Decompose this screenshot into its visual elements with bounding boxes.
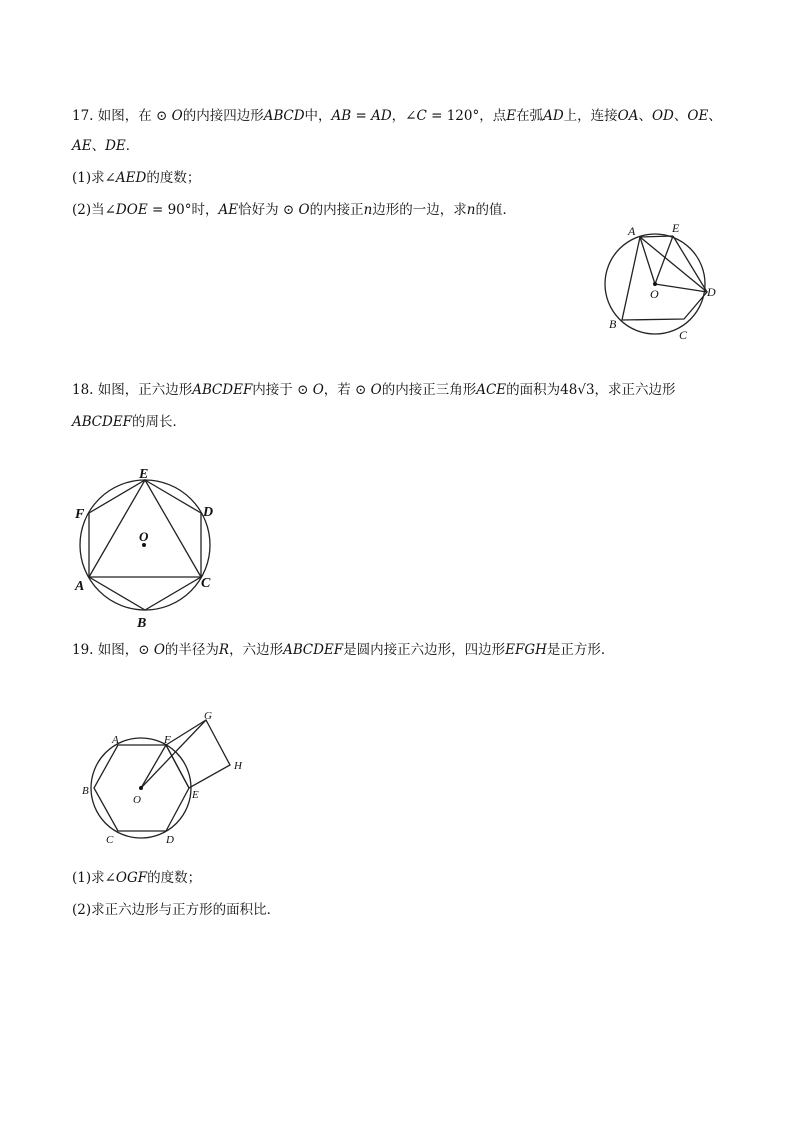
q17-part2: (2)当∠𝐷𝑂𝐸 = 90°时，𝐴𝐸恰好为 ⊙ 𝑂的内接正𝑛边形的一边，求𝑛的值． [72,202,516,218]
q18-label-O: O [139,529,149,544]
q18-label-C: C [201,576,211,591]
q18-label-E: E [139,467,149,482]
q17-label-E: E [672,221,680,235]
q19-label-E: E [192,789,199,801]
q19-label-A: A [112,734,119,746]
q19-part1: (1)求∠𝑂𝐺𝐹的度数； [72,870,202,886]
q17-figure [595,220,725,345]
q18-label-D: D [203,505,214,520]
q17-label-D: D [707,285,716,299]
q18-stem-line2: 𝐴𝐵𝐶𝐷𝐸𝐹的周长． [72,414,187,430]
q19-label-D: D [166,834,174,846]
q19-label-G: G [204,710,212,722]
q18-figure [70,463,225,633]
q17-center-dot [653,282,657,286]
q17-quadrilateral [622,237,707,320]
q19-label-C: C [106,834,114,846]
q19-label-F: F [164,734,171,746]
q19-center-dot [139,786,143,790]
q17-segment-ED [673,236,707,292]
q19-label-B: B [82,785,89,797]
q18-label-B: B [137,616,147,631]
q17-label-B: B [609,317,617,331]
q17-segment-AE [640,236,673,237]
q19-square-EFGH [166,720,230,788]
q18-stem-line1: 18. 如图，正六边形𝐴𝐵𝐶𝐷𝐸𝐹内接于 ⊙ 𝑂，若 ⊙ 𝑂的内接正三角形𝐴𝐶𝐸的面积为48√3，求正六边形 [72,382,676,398]
q19-segment-OG [141,720,206,788]
q17-part1: (1)求∠𝐴𝐸𝐷的度数； [72,170,201,186]
q17-label-C: C [679,328,688,342]
q18-label-A: A [75,579,85,594]
q19-label-O: O [133,794,141,806]
q17-segment-OA [640,237,655,284]
q19-stem-line1: 19. 如图，⊙ 𝑂的半径为𝑅，六边形𝐴𝐵𝐶𝐷𝐸𝐹是圆内接正六边形，四边形𝐸𝐹𝐺𝐻是正方形． [72,642,615,658]
q19-label-H: H [234,760,242,772]
q17-label-O: O [650,287,659,301]
q17-segment-OE [655,236,673,284]
q19-figure [78,705,258,855]
q18-label-F: F [75,507,85,522]
q17-label-A: A [628,224,636,238]
q19-part2: (2)求正六边形与正方形的面积比． [72,902,281,918]
q17-stem-line1: 17. 如图，在 ⊙ 𝑂的内接四边形𝐴𝐵𝐶𝐷中，𝐴𝐵 = 𝐴𝐷，∠𝐶 = 120°，点𝐸在弧𝐴𝐷上，连接𝑂𝐴、𝑂𝐷、𝑂𝐸、 [72,108,722,124]
q17-stem-line2: 𝐴𝐸、𝐷𝐸． [72,138,140,154]
